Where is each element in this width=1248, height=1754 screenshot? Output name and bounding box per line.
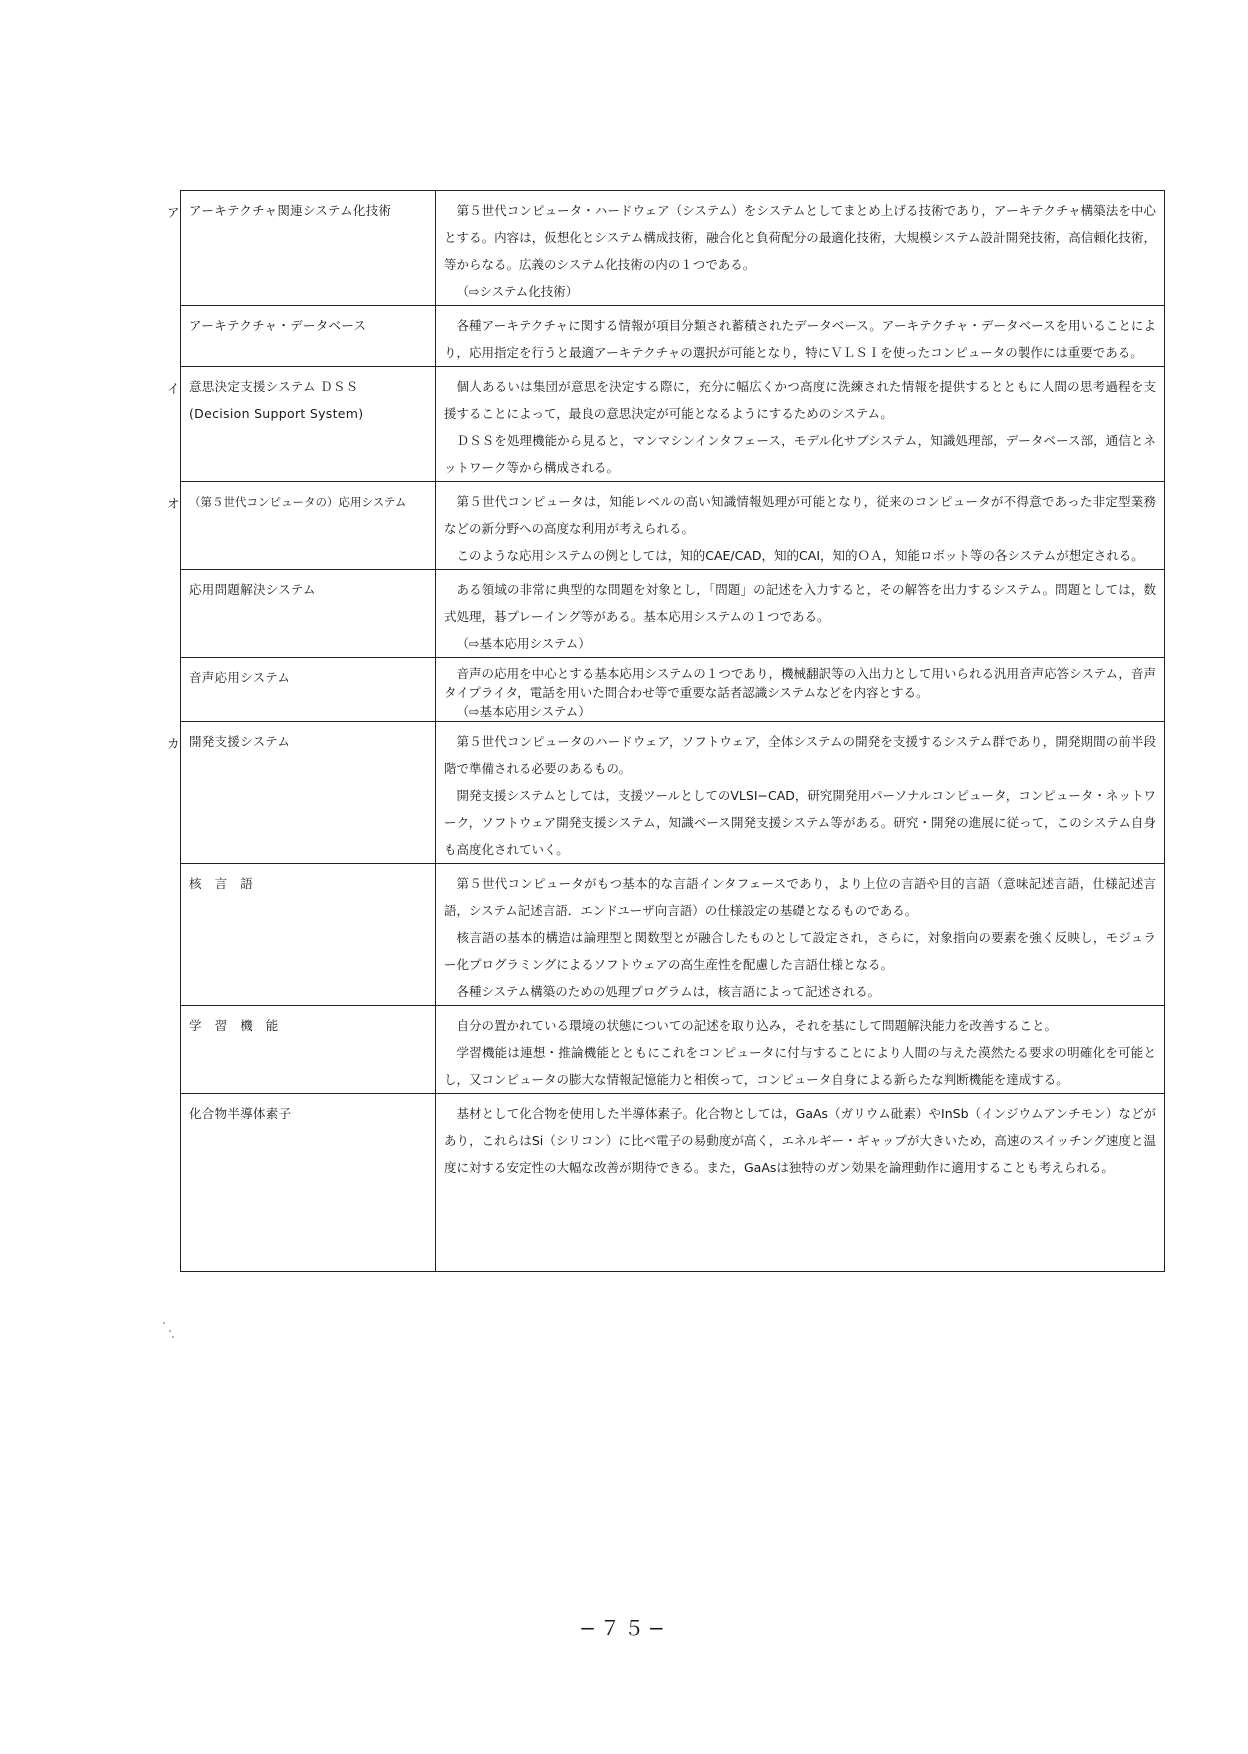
definition-paragraph: 学習機能は連想・推論機能とともにこれをコンピュータに付与することにより人間の与えた漠然たる要求の明確化を可能とし，又コンピュータの膨大な情報記憶能力と相俟って，コンピュータ自身による新らたな判断機能を達成する。	[444, 1045, 1156, 1087]
table-row	[181, 482, 1165, 570]
kana-index-label: ア	[167, 205, 180, 220]
cross-reference: （⇨基本応用システム）	[456, 704, 591, 719]
definition-paragraph: 第５世代コンピュータ・ハードウェア（システム）をシステムとしてまとめ上げる技術であり，アーキテクチャ構築法を中心とする。内容は，仮想化とシステム構成技術，融合化と負荷配分の最適化技術，大規模システム設計開発技術，高信頼化技術，等からなる。広義のシステム化技術の内の１つである。	[444, 203, 1156, 272]
term-subtitle: (Decision Support System)	[189, 406, 364, 421]
definition-paragraph: 個人あるいは集団が意思を決定する際に，充分に幅広くかつ高度に洗練された情報を提供するとともに人間の思考過程を支援することによって，最良の意思決定が可能となるようにするためのシステム。	[444, 379, 1156, 421]
definition-paragraph: 第５世代コンピュータのハードウェア，ソフトウェア，全体システムの開発を支援するシステム群であり，開発期間の前半段階で準備される必要のあるもの。	[444, 734, 1156, 776]
definition-paragraph: 第５世代コンピュータがもつ基本的な言語インタフェースであり，より上位の言語や目的言語（意味記述言語，仕様記述言語，システム記述言語．エンドユーザ向言語）の仕様設定の基礎となるものである。	[444, 876, 1156, 918]
term-cell	[167, 367, 436, 482]
cross-reference: （⇨システム化技術）	[456, 284, 579, 299]
definition-cell	[436, 722, 1165, 864]
definition-cell	[436, 482, 1165, 570]
definition-cell	[436, 1094, 1165, 1272]
term-cell	[167, 191, 436, 306]
table-row	[181, 722, 1165, 864]
definition-paragraph: 音声の応用を中心とする基本応用システムの１つであり，機械翻訳等の入出力として用いられる汎用音声応答システム，音声タイプライタ，電話を用いた問合わせ等で重要な話者認識システムなどを内容とする。	[444, 666, 1156, 700]
term-cell	[181, 1006, 436, 1094]
term-label: 音声応用システム	[189, 670, 291, 685]
kana-index-label: オ	[167, 496, 180, 511]
definition-cell	[436, 367, 1165, 482]
definition-cell	[436, 1006, 1165, 1094]
definition-paragraph: 核言語の基本的構造は論理型と関数型とが融合したものとして設定され，さらに，対象指向の要素を強く反映し，モジュラー化プログラミングによるソフトウェアの高生産性を配慮した言語仕様となる。	[444, 930, 1156, 972]
table-row	[181, 1006, 1165, 1094]
term-label: 応用問題解決システム	[189, 582, 316, 597]
glossary-table	[167, 190, 1165, 1272]
definition-paragraph: ＤＳＳを処理機能から見ると，マンマシンインタフェース，モデル化サブシステム，知識処理部，データベース部，通信とネットワーク等から構成される。	[444, 433, 1156, 475]
definition-cell	[436, 191, 1165, 306]
term-cell	[181, 658, 436, 722]
definition-paragraph: 第５世代コンピュータは，知能レベルの高い知識情報処理が可能となり，従来のコンピュータが不得意であった非定型業務などの新分野への高度な利用が考えられる。	[444, 494, 1156, 536]
definition-paragraph: 各種システム構築のための処理プログラムは，核言語によって記述される。	[456, 984, 881, 999]
term-label: アーキテクチャ・データベース	[189, 318, 367, 333]
term-cell	[181, 306, 436, 367]
table-row	[181, 864, 1165, 1006]
definition-paragraph: ある領域の非常に典型的な問題を対象とし，「問題」の記述を入力すると，その解答を出力するシステム。問題としては，数式処理，碁プレーイング等がある。基本応用システムの１つである。	[444, 582, 1156, 624]
definition-cell	[436, 570, 1165, 658]
definition-paragraph: 各種アーキテクチャに関する情報が項目分類され蓄積されたデータベース。アーキテクチャ・データベースを用いることにより，応用指定を行うと最適アーキテクチャの選択が可能となり，特にＶＬＳＩを使ったコンピュータの製作には重要である。	[444, 318, 1156, 360]
definition-cell	[436, 658, 1165, 722]
cross-reference: （⇨基本応用システム）	[456, 636, 591, 651]
table-row	[181, 367, 1165, 482]
scan-speck	[163, 1322, 165, 1324]
table-row	[181, 1094, 1165, 1272]
scan-speck	[172, 1336, 174, 1338]
table-row	[181, 306, 1165, 367]
term-label: 化合物半導体素子	[189, 1106, 292, 1121]
table-row	[181, 658, 1165, 722]
kana-index-label: カ	[167, 736, 180, 751]
definition-paragraph: 開発支援システムとしては，支援ツールとしてのVLSI−CAD，研究開発用パーソナルコンピュータ，コンピュータ・ネットワーク，ソフトウェア開発支援システム，知識ベース開発支援システム等がある。研究・開発の進展に従って，このシステム自身も高度化されていく。	[444, 788, 1156, 857]
blank-space	[444, 1181, 1156, 1271]
term-label: 意思決定支援システム ＤＳＳ	[189, 379, 359, 394]
term-cell	[181, 864, 436, 1006]
definition-cell	[436, 864, 1165, 1006]
term-label: （第５世代コンピュータの）応用システム	[189, 495, 407, 509]
table-row	[181, 570, 1165, 658]
kana-index-label: イ	[167, 381, 180, 396]
scan-speck	[169, 1330, 171, 1332]
term-cell	[181, 1094, 436, 1272]
definition-paragraph: このような応用システムの例としては，知的CAE/CAD，知的CAI，知的ＯＡ，知能ロボット等の各システムが想定される。	[456, 548, 1144, 563]
term-cell	[181, 570, 436, 658]
term-cell	[167, 482, 436, 570]
term-cell	[167, 722, 436, 864]
definition-paragraph: 基材として化合物を使用した半導体素子。化合物としては，GaAs（ガリウム砒素）やInSb（インジウムアンチモン）などがあり，これらはSi（シリコン）に比べ電子の易動度が高く，エネルギー・ギャップが大きいため，高速のスイッチング速度と温度に対する安定性の大幅な改善が期待できる。また，GaAsは独特のガン効果を論理動作に適用することも考えられる。	[444, 1106, 1156, 1175]
term-label: 学 習 機 能	[189, 1018, 279, 1033]
page-number: −７５−	[579, 1616, 669, 1640]
term-label: 開発支援システム	[189, 734, 291, 749]
definition-paragraph: 自分の置かれている環境の状態についての記述を取り込み，それを基にして問題解決能力を改善すること。	[456, 1018, 1058, 1033]
definition-cell	[436, 306, 1165, 367]
term-label: アーキテクチャ関連システム化技術	[189, 203, 392, 218]
term-label: 核 言 語	[189, 876, 254, 891]
table-row	[181, 191, 1165, 306]
